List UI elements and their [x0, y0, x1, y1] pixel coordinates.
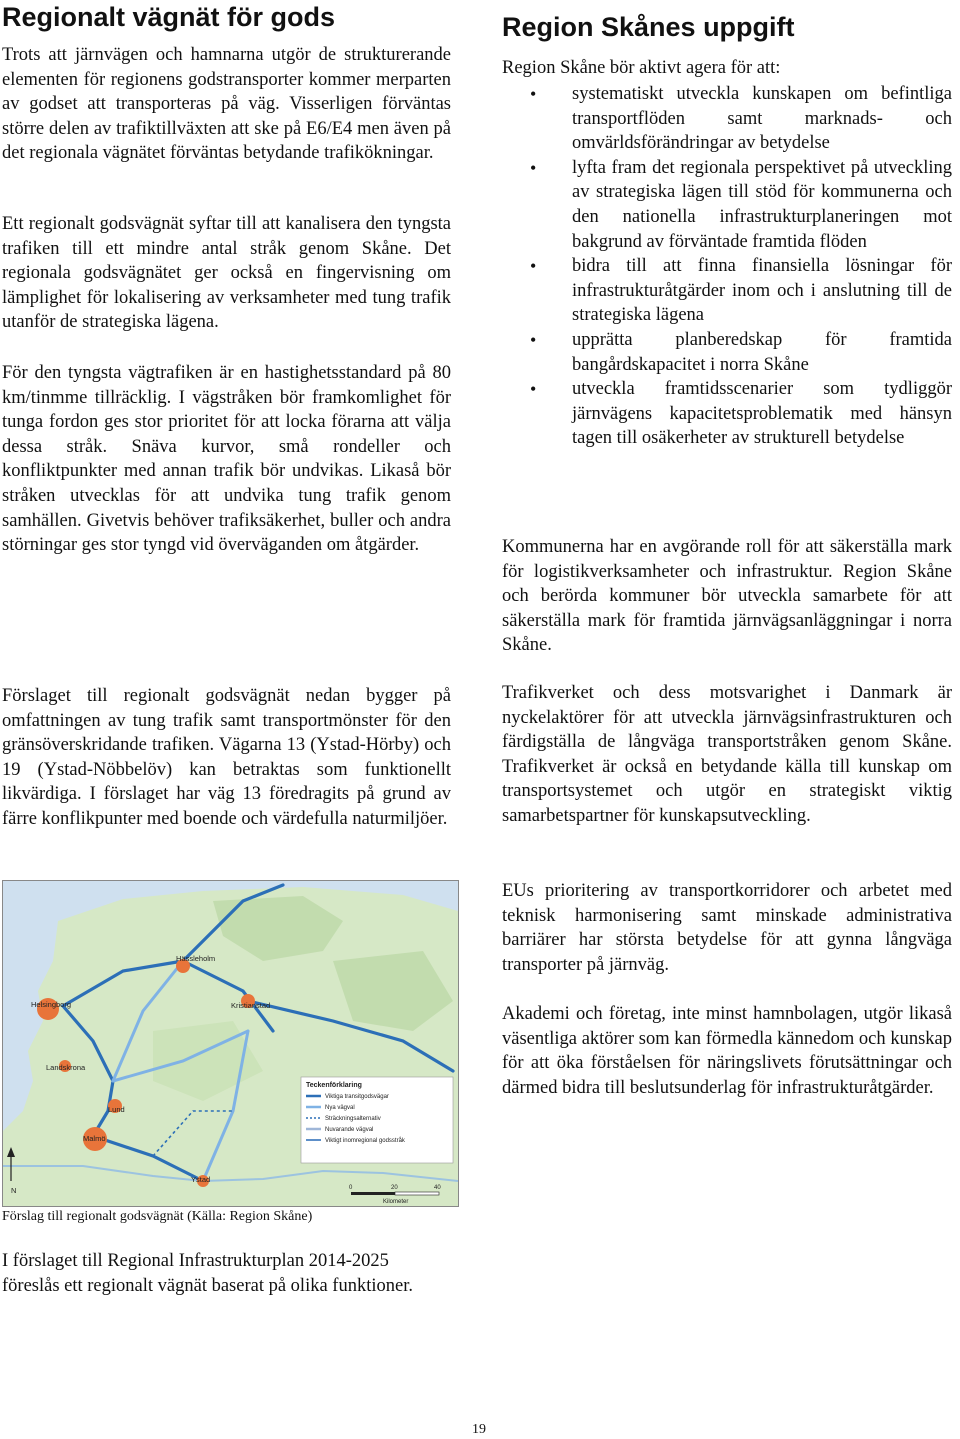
list-item: • upprätta planberedskap för framtida bangårdskapacitet i norra Skåne [502, 328, 952, 377]
paragraph-task-intro: Region Skåne bör aktivt agera för att: [502, 58, 781, 78]
north-label: N [11, 1186, 17, 1195]
city-label-kristianstad: Kristianstad [231, 1001, 271, 1010]
paragraph-academia: Akademi och företag, inte minst hamnbolagen, utgör likaså väsentliga aktörer som kan förmedla kännedom och kunskap för att öka förståelsen för näringslivets förutsättningar och därmed bidra till beslutsunderlag för infrastrukturåtgärder. [502, 1004, 952, 1098]
map-legend [301, 1077, 453, 1163]
section-heading-regional-road-network: Regionalt vägnät för gods [2, 2, 336, 32]
paragraph-intro: Trots att järnvägen och hamnarna utgör de strukturerande elementen för regionens godstransporter kommer merparten av godset att transporteras på väg. Visserligen förväntas större delen av trafiktillväxten att ske på E6/E4 men även på det regionala vägnätet förväntas betydande trafikökningar. [2, 45, 451, 164]
map-caption: Förslag till regionalt godsvägnät (Källa: Region Skåne) [2, 1209, 313, 1224]
city-label-landskrona: Landskrona [46, 1063, 86, 1072]
list-item: • bidra till att finna finansiella lösningar för infrastrukturåtgärder inom och i anslutning till de strategiska lägena [502, 254, 952, 328]
paragraph-eu: EUs prioritering av transportkorridorer och arbetet med teknisk harmonisering samt minskade administrativa barriärer har största betydelse för att gynna långväga transporter på järnväg. [502, 881, 952, 975]
legend-label-intraregional: Viktigt inomregional godsstråk [325, 1138, 405, 1144]
page-number: 19 [472, 1422, 486, 1437]
list-item: • lyfta fram det regionala perspektivet på utveckling av strategiska lägen till stöd för kommunerna och den nationella infrastrukturplaneringen mot bakgrund av förväntade framtida flöden [502, 156, 952, 254]
section-heading-region-task: Region Skånes uppgift [502, 12, 795, 42]
paragraph-purpose: Ett regionalt godsvägnät syftar till att kanalisera den tyngsta trafiken till ett mindre antal stråk genom Skåne. Det regionala godsvägnätet ger också en fingervisning om lämplighet för lokalisering av verksamheter med tung trafik utanför de strategiska lägena. [2, 214, 451, 333]
list-item: • utveckla framtidsscenarier som tydliggör järnvägens kapacitetsproblematik med hänsyn tagen till osäkerheter av strukturell betydelse [502, 377, 952, 451]
city-label-hassleholm: Hässleholm [176, 954, 216, 963]
legend-label-transit: Viktiga transitgodsvägar [325, 1094, 389, 1100]
city-label-malmo: Malmö [83, 1134, 106, 1143]
scale-unit: Kilometer [383, 1199, 409, 1205]
paragraph-municipalities: Kommunerna har en avgörande roll för att säkerställa mark för logistikverksamheter och infrastruktur. Region Skåne och berörda kommuner bör utveckla samarbete för att säkerställa mark för framtida järnvägsanläggningar i norra Skåne. [502, 537, 952, 656]
scale-tick-20: 20 [391, 1185, 398, 1191]
scale-tick-40: 40 [434, 1185, 441, 1191]
scale-tick-0: 0 [349, 1185, 353, 1191]
legend-title: Teckenförklaring [306, 1082, 362, 1089]
task-bullet-list [502, 82, 952, 451]
regional-road-network-map [2, 880, 459, 1207]
legend-label-current: Nuvarande vägval [325, 1127, 374, 1133]
paragraph-proposal: Förslaget till regionalt godsvägnät nedan bygger på omfattningen av tung trafik samt transportmönster för den gränsöverskridande trafiken. Vägarna 13 (Ystad-Hörby) och 19 (Ystad-Nöbbelöv) kan betraktas som funktionellt likvärdiga. I förslaget har väg 13 föredragits på grund av färre konflikpunter med boende och värdefulla naturmiljöer. [2, 686, 451, 829]
city-label-helsingborg: Helsingborg [31, 1000, 72, 1009]
list-item: • systematiskt utveckla kunskapen om befintliga transportflöden samt marknads- och omvärldsförändringar av betydelse [502, 82, 952, 156]
legend-label-new: Nya vägval [325, 1105, 355, 1111]
city-label-ystad: Ystad [191, 1175, 211, 1184]
legend-label-alternative: Sträckningsalternativ [325, 1116, 381, 1122]
city-label-lund: Lund [108, 1105, 125, 1114]
paragraph-infrastructure-plan: I förslaget till Regional Infrastrukturplan 2014-2025 föreslås ett regionalt vägnät baserat på olika funktioner. [2, 1251, 413, 1296]
paragraph-speed-standard: För den tyngsta vägtrafiken är en hastighetsstandard på 80 km/tinmme tillräcklig. I vägstråken bör framkomlighet för tunga fordon ges stor prioritet för att locka förarna att välja dessa stråk. Snäva kurvor, små rondeller och konfliktpunkter med annan trafik bör undvikas. Likaså bör stråken utvecklas för att undvika tung trafik genom samhällen. Givetvis behöver trafiksäkerhet, buller och andra störningar ges stor tyngd vid överväganden om åtgärder. [2, 363, 451, 556]
paragraph-trafikverket: Trafikverket och dess motsvarighet i Danmark är nyckelaktörer för att utveckla järnvägsinfrastrukturen och färdigställa de långväga transportstråken genom Skåne. Trafikverket är också en betydande källa till kunskap om transportsystemet och utgör en strategiskt viktig samarbetspartner för kunskapsutveckling. [502, 683, 952, 826]
